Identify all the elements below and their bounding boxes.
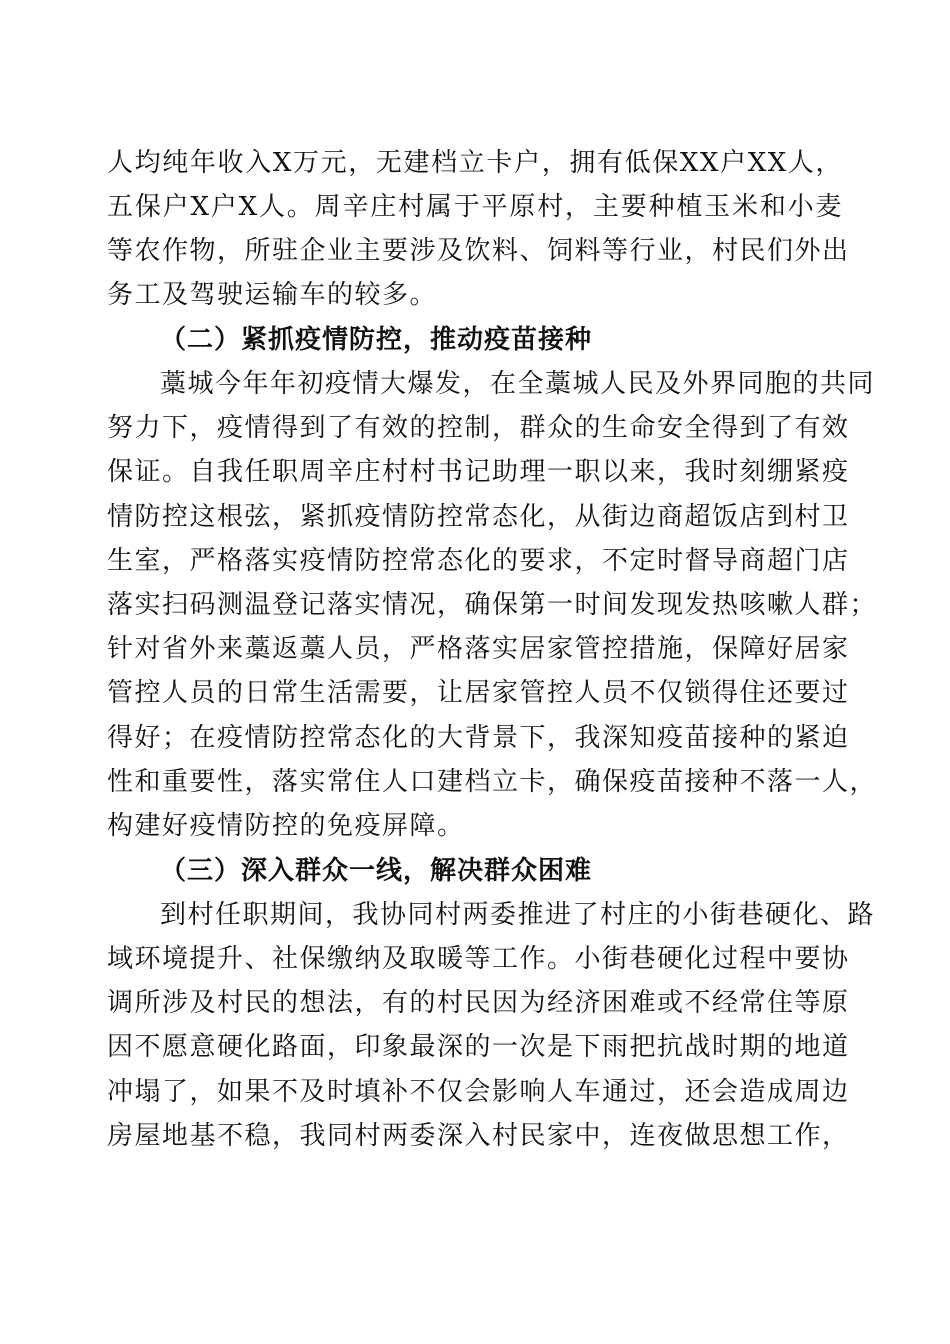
body-text-line: 保证。自我任职周辛庄村村书记助理一职以来，我时刻绷紧疫 <box>107 457 850 487</box>
body-text-line: 得好；在疫情防控常态化的大背景下，我深知疫苗接种的紧迫 <box>107 723 850 753</box>
body-text-line: 冲塌了，如果不及时填补不仅会影响人车通过，还会造成周边 <box>107 1077 850 1107</box>
paragraph-first-line: 到村任职期间，我协同村两委推进了村庄的小街巷硬化、路 <box>160 900 876 930</box>
body-text-line: 构建好疫情防控的免疫屏障。 <box>107 811 465 841</box>
body-text-line: 针对省外来藁返藁人员，严格落实居家管控措施，保障好居家 <box>107 634 850 664</box>
body-text-line: 落实扫码测温登记落实情况，确保第一时间发现发热咳嗽人群； <box>107 590 878 620</box>
body-text-line: 房屋地基不稳，我同村两委深入村民家中，连夜做思想工作， <box>107 1121 850 1151</box>
body-text-line: 管控人员的日常生活需要，让居家管控人员不仅锁得住还要过 <box>107 678 850 708</box>
body-text-line: 性和重要性，落实常住人口建档立卡，确保疫苗接种不落一人， <box>107 767 878 797</box>
body-text-line: 域环境提升、社保缴纳及取暖等工作。小街巷硬化过程中要协 <box>107 944 850 974</box>
body-text-line: 人均纯年收入X万元，无建档立卡户，拥有低保XX户XX人， <box>107 148 843 178</box>
body-text-line: 情防控这根弦，紧抓疫情防控常态化，从街边商超饭店到村卫 <box>107 502 850 532</box>
section-heading-2: （二）紧抓疫情防控，推动疫苗接种 <box>160 325 593 355</box>
paragraph-first-line: 藁城今年年初疫情大爆发，在全藁城人民及外界同胞的共同 <box>160 369 876 399</box>
body-text-line: 务工及驾驶运输车的较多。 <box>107 280 438 310</box>
body-text-line: 五保户X户X人。周辛庄村属于平原村，主要种植玉米和小麦 <box>107 192 843 222</box>
body-text-line: 因不愿意硬化路面，印象最深的一次是下雨把抗战时期的地道 <box>107 1032 850 1062</box>
body-text-line: 努力下，疫情得到了有效的控制，群众的生命安全得到了有效 <box>107 413 850 443</box>
section-heading-3: （三）深入群众一线，解决群众困难 <box>160 856 593 886</box>
body-text-line: 生室，严格落实疫情防控常态化的要求，不定时督导商超门店 <box>107 546 850 576</box>
body-text-line: 调所涉及村民的想法，有的村民因为经济困难或不经常住等原 <box>107 988 850 1018</box>
body-text-line: 等农作物，所驻企业主要涉及饮料、饲料等行业，村民们外出 <box>107 236 850 266</box>
